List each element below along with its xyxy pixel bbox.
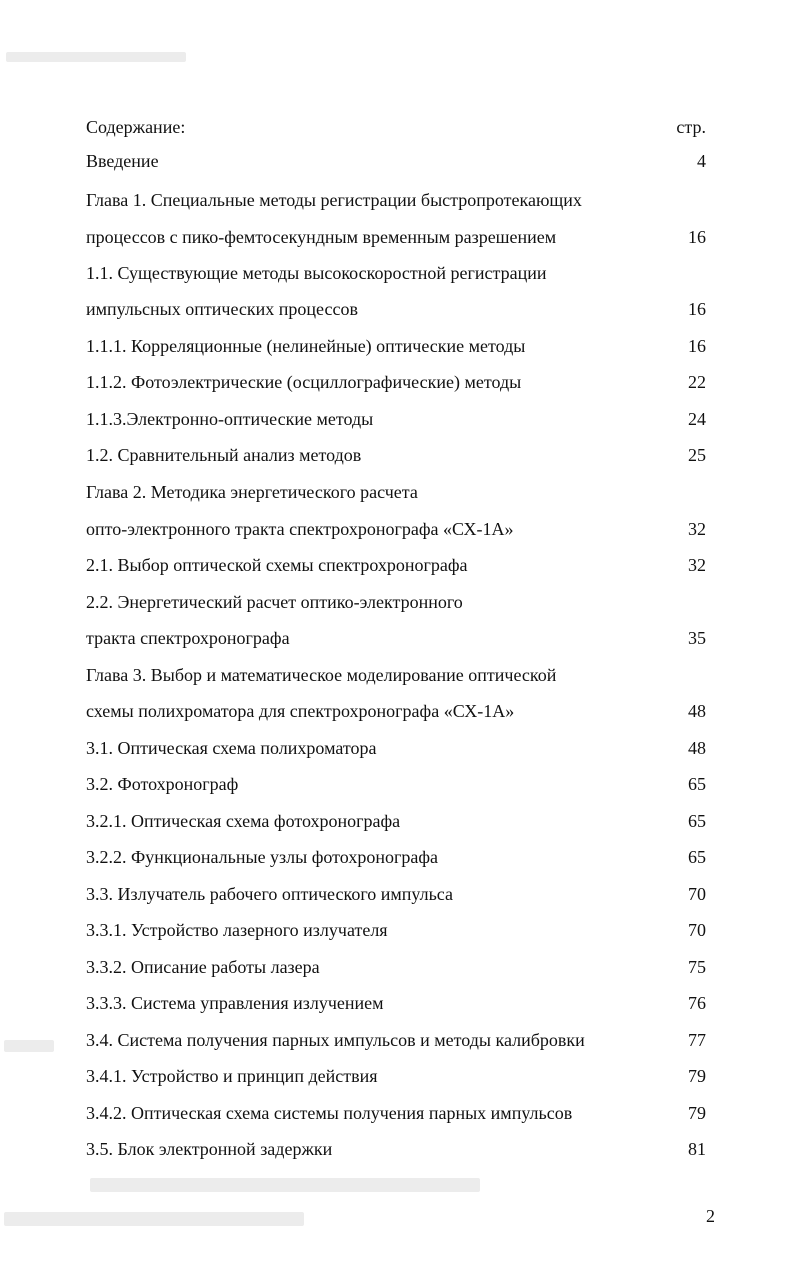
scan-smudge xyxy=(6,52,186,62)
toc-entry xyxy=(86,808,706,834)
toc-entry xyxy=(86,735,706,761)
scan-smudge xyxy=(4,1040,54,1052)
toc-entry-page: 16 xyxy=(688,299,706,319)
toc-entry xyxy=(86,187,706,213)
toc-entry-text: опто-электронного тракта спектрохронографа «СХ-1А» xyxy=(86,519,514,539)
toc-entry-page: 4 xyxy=(697,151,706,171)
toc-entry-text: 3.1. Оптическая схема полихроматора xyxy=(86,738,377,758)
page-column-label: стр. xyxy=(676,117,706,137)
toc-entry xyxy=(86,406,706,432)
toc-entry-text: 1.1.1. Корреляционные (нелинейные) оптические методы xyxy=(86,336,526,356)
toc-entry xyxy=(86,552,706,578)
toc-entry-text: Введение xyxy=(86,151,159,171)
toc-entry-text: процессов с пико-фемтосекундным временным разрешением xyxy=(86,227,557,247)
toc-entry-text: 3.3.3. Система управления излучением xyxy=(86,993,384,1013)
toc-entry-page: 70 xyxy=(688,884,706,904)
toc-entry-page: 22 xyxy=(688,372,706,392)
toc-entry xyxy=(86,881,706,907)
toc-entry-text: 1.1.2. Фотоэлектрические (осциллографические) методы xyxy=(86,372,522,392)
toc-entry xyxy=(86,917,706,943)
page-number: 2 xyxy=(706,1206,715,1226)
toc-entry xyxy=(86,1027,706,1053)
toc-entry-text: 3.4. Система получения парных импульсов и методы калибровки xyxy=(86,1030,585,1050)
toc-entry-page: 48 xyxy=(688,738,706,758)
toc-entry-text: 3.5. Блок электронной задержки xyxy=(86,1139,333,1159)
toc-entry xyxy=(86,1100,706,1126)
toc-entry-page: 76 xyxy=(688,993,706,1013)
toc-entry xyxy=(86,844,706,870)
toc-entry-text: 3.2. Фотохронограф xyxy=(86,774,239,794)
toc-entry xyxy=(86,1136,706,1162)
toc-entry xyxy=(86,589,706,615)
toc-entry-page: 65 xyxy=(688,811,706,831)
toc-entry-page: 24 xyxy=(688,409,706,429)
toc-entry-text: 2.2. Энергетический расчет оптико-электронного xyxy=(86,592,463,612)
toc-entry-page: 79 xyxy=(688,1066,706,1086)
scan-smudge xyxy=(4,1212,304,1226)
toc-entry xyxy=(86,369,706,395)
toc-entry xyxy=(86,954,706,980)
toc-entry xyxy=(86,1063,706,1089)
toc-entry-page: 79 xyxy=(688,1103,706,1123)
toc-entry-page: 75 xyxy=(688,957,706,977)
toc-entry-text: 3.2.2. Функциональные узлы фотохронографа xyxy=(86,847,439,867)
toc-entry-page: 25 xyxy=(688,445,706,465)
toc-entry-text: Глава 2. Методика энергетического расчета xyxy=(86,482,418,502)
toc-entry-page: 35 xyxy=(688,628,706,648)
toc-entry-page: 32 xyxy=(688,519,706,539)
toc-entry-text: Глава 3. Выбор и математическое моделирование оптической xyxy=(86,665,557,685)
toc-entry-text: 3.3. Излучатель рабочего оптического импульса xyxy=(86,884,454,904)
toc-entry-text: 3.4.2. Оптическая схема системы получения парных импульсов xyxy=(86,1103,573,1123)
toc-entry xyxy=(86,698,706,724)
toc-entry-text: 1.1.3.Электронно-оптические методы xyxy=(86,409,374,429)
toc-entry-text: 1.1. Существующие методы высокоскоростной регистрации xyxy=(86,263,547,283)
toc-entry-text: 3.2.1. Оптическая схема фотохронографа xyxy=(86,811,401,831)
toc-entry xyxy=(86,662,706,688)
toc-entry xyxy=(86,148,706,174)
toc-entry-text: 2.1. Выбор оптической схемы спектрохронографа xyxy=(86,555,468,575)
toc-entry-text: импульсных оптических процессов xyxy=(86,299,358,319)
toc-entry-text: Глава 1. Специальные методы регистрации быстропротекающих xyxy=(86,190,582,210)
toc-entry-text: схемы полихроматора для спектрохронографа «СХ-1А» xyxy=(86,701,515,721)
toc-entry-text: 3.4.1. Устройство и принцип действия xyxy=(86,1066,378,1086)
toc-entry xyxy=(86,479,706,505)
toc-entry xyxy=(86,224,706,250)
toc-entry-page: 65 xyxy=(688,847,706,867)
toc-entry-page: 81 xyxy=(688,1139,706,1159)
toc-entry-page: 77 xyxy=(688,1030,706,1050)
toc-entry xyxy=(86,333,706,359)
toc-entry xyxy=(86,260,706,286)
toc-header-row xyxy=(86,114,706,140)
toc-entry-text: тракта спектрохронографа xyxy=(86,628,290,648)
toc-entry-text: 3.3.2. Описание работы лазера xyxy=(86,957,320,977)
toc-entry xyxy=(86,990,706,1016)
toc-entry-page: 48 xyxy=(688,701,706,721)
scan-smudge xyxy=(90,1178,480,1192)
toc-entry-page: 32 xyxy=(688,555,706,575)
toc-entry-page: 65 xyxy=(688,774,706,794)
toc-entry xyxy=(86,296,706,322)
toc-entry-page: 16 xyxy=(688,336,706,356)
toc-entry xyxy=(86,516,706,542)
toc-entry-text: 1.2. Сравнительный анализ методов xyxy=(86,445,362,465)
toc-entry-page: 70 xyxy=(688,920,706,940)
toc-heading: Содержание: xyxy=(86,117,186,137)
toc-entry-text: 3.3.1. Устройство лазерного излучателя xyxy=(86,920,388,940)
toc-entry-page: 16 xyxy=(688,227,706,247)
toc-entry xyxy=(86,442,706,468)
toc-entry xyxy=(86,771,706,797)
toc-entry xyxy=(86,625,706,651)
